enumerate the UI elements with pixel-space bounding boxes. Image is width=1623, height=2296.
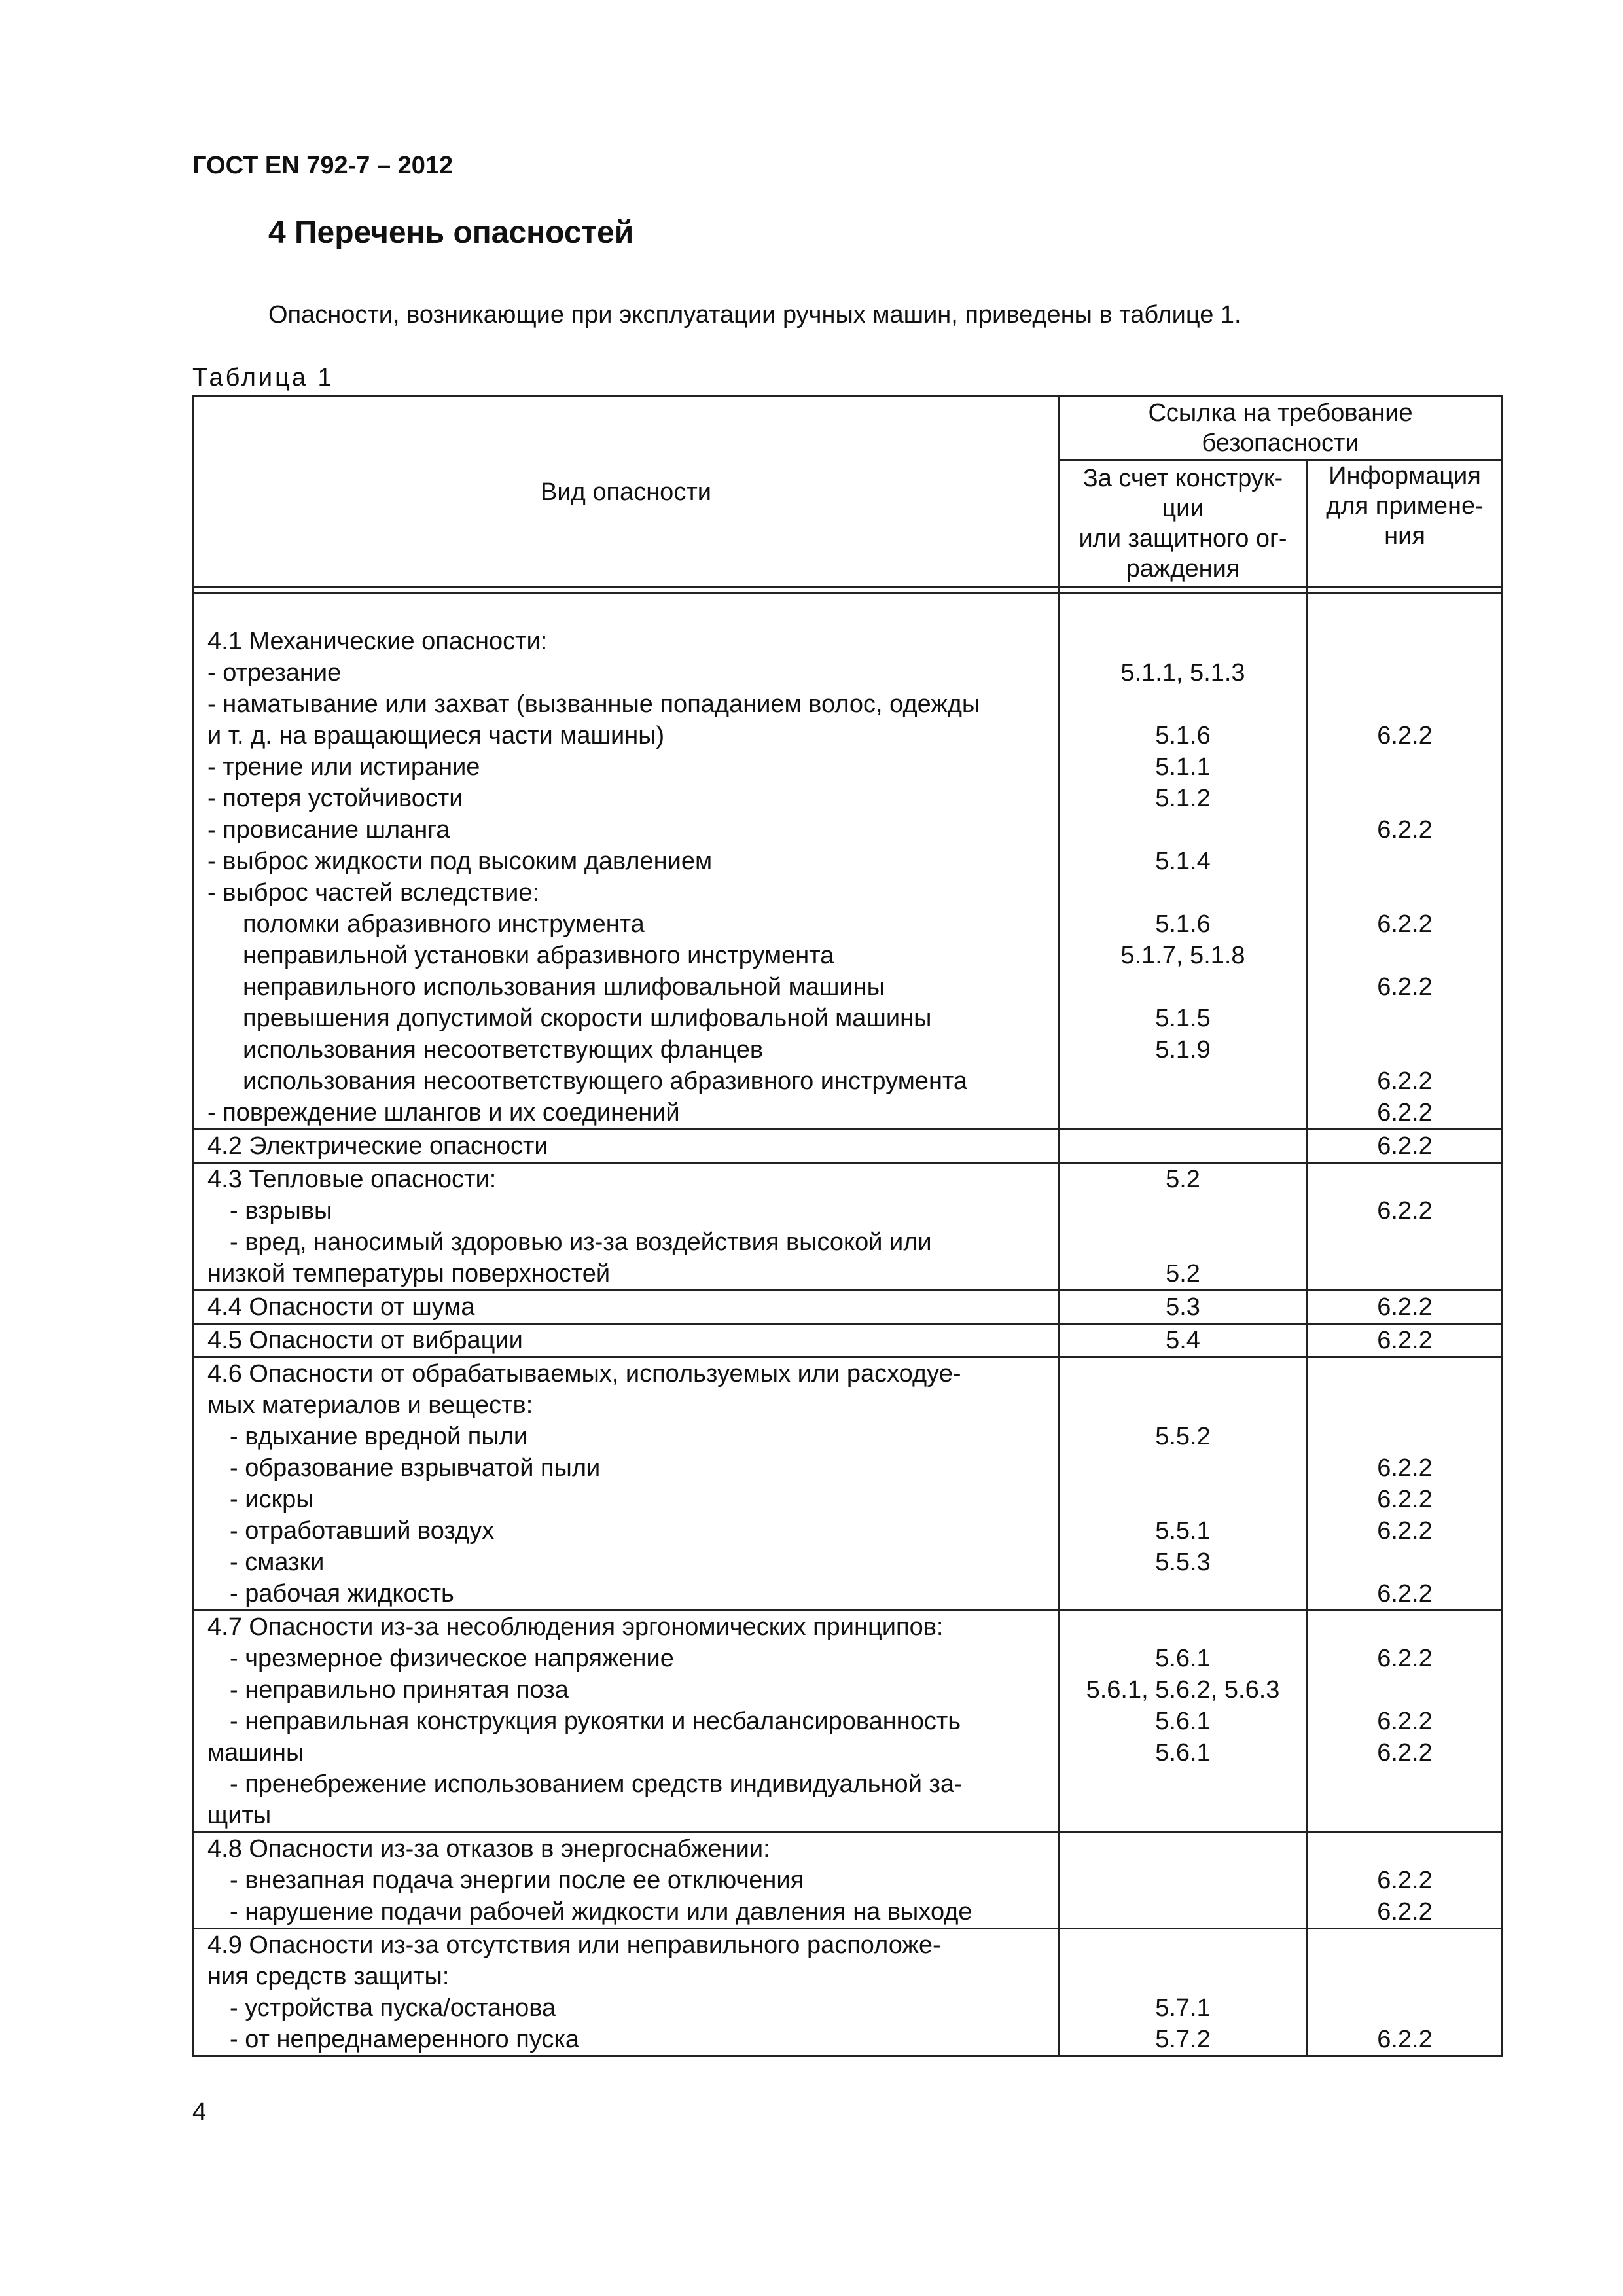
hazard-line: и т. д. на вращающиеся части машины) bbox=[207, 722, 665, 749]
design-ref bbox=[1060, 814, 1306, 846]
design-ref: 5.6.1 bbox=[1155, 1708, 1211, 1735]
design-ref: 5.1.2 bbox=[1155, 785, 1211, 812]
info-ref bbox=[1308, 1768, 1501, 1800]
design-ref: 5.1.1 bbox=[1155, 753, 1211, 781]
standard-code: ГОСТ EN 792-7 – 2012 bbox=[192, 152, 454, 179]
header-info-line: Информация bbox=[1329, 462, 1481, 490]
hazard-line: 4.2 Электрические опасности bbox=[207, 1132, 548, 1160]
header-reference-group bbox=[1059, 397, 1503, 460]
design-ref bbox=[1060, 1961, 1306, 1992]
header-design-measures bbox=[1059, 460, 1308, 588]
info-ref bbox=[1308, 1164, 1501, 1195]
section-title: 4 Перечень опасностей bbox=[268, 215, 634, 250]
hazard-line: - взрывы bbox=[230, 1197, 332, 1225]
design-ref: 5.3 bbox=[1166, 1293, 1200, 1321]
info-ref bbox=[1308, 1800, 1501, 1831]
hazard-group-row bbox=[194, 1130, 1503, 1163]
design-ref: 5.1.6 bbox=[1155, 910, 1211, 938]
design-ref: 5.1.9 bbox=[1155, 1036, 1211, 1064]
hazard-line: - вдыхание вредной пыли bbox=[230, 1423, 528, 1450]
info-ref: 6.2.2 bbox=[1377, 1898, 1433, 1926]
design-ref-cell bbox=[1059, 1929, 1308, 2056]
info-ref: 6.2.2 bbox=[1377, 910, 1433, 938]
info-ref bbox=[1308, 626, 1501, 657]
info-ref bbox=[1308, 1227, 1501, 1258]
table-body bbox=[194, 594, 1503, 2056]
info-ref-cell bbox=[1308, 1357, 1503, 1611]
info-ref bbox=[1308, 1003, 1501, 1034]
design-ref bbox=[1060, 689, 1306, 720]
hazard-line: 4.6 Опасности от обрабатываемых, используемых или расходуе- bbox=[207, 1360, 961, 1388]
intro-paragraph: Опасности, возникающие при эксплуатации ручных машин, приведены в таблице 1. bbox=[268, 301, 1241, 329]
design-ref: 5.6.1 bbox=[1155, 1645, 1211, 1672]
info-ref: 6.2.2 bbox=[1377, 1454, 1433, 1482]
header-usage-info bbox=[1308, 460, 1503, 588]
design-ref bbox=[1060, 1768, 1306, 1800]
design-ref: 5.5.3 bbox=[1155, 1549, 1211, 1576]
info-ref-cell bbox=[1308, 1929, 1503, 2056]
hazard-line: - потеря устойчивости bbox=[207, 785, 463, 812]
hazard-line: использования несоответствующих фланцев bbox=[243, 1036, 764, 1064]
info-ref-cell bbox=[1308, 1611, 1503, 1833]
header-hazard-type bbox=[194, 397, 1059, 588]
info-ref: 6.2.2 bbox=[1377, 1293, 1433, 1321]
header-design-line: ции bbox=[1162, 495, 1204, 522]
info-ref bbox=[1308, 657, 1501, 689]
hazard-text-cell bbox=[194, 1163, 1059, 1291]
hazard-line: 4.5 Опасности от вибрации bbox=[207, 1327, 523, 1354]
info-ref bbox=[1308, 783, 1501, 814]
hazard-line: - устройства пуска/останова bbox=[230, 1994, 556, 2022]
design-ref bbox=[1060, 877, 1306, 908]
info-ref: 6.2.2 bbox=[1377, 722, 1433, 749]
design-ref bbox=[1060, 1896, 1306, 1928]
hazard-line: - искры bbox=[230, 1486, 314, 1513]
info-ref bbox=[1308, 1390, 1501, 1421]
hazard-text-cell bbox=[194, 1833, 1059, 1929]
info-ref bbox=[1308, 689, 1501, 720]
design-ref: 5.6.1, 5.6.2, 5.6.3 bbox=[1086, 1676, 1280, 1704]
design-ref-cell bbox=[1059, 1291, 1308, 1324]
info-ref bbox=[1308, 1833, 1501, 1865]
design-ref: 5.6.1 bbox=[1155, 1739, 1211, 1767]
header-info-line: для примене- bbox=[1326, 492, 1484, 520]
header-reference-line: безопасности bbox=[1202, 429, 1359, 457]
page-number: 4 bbox=[192, 2098, 207, 2126]
design-ref bbox=[1060, 1195, 1306, 1227]
header-design-line: или защитного ог- bbox=[1079, 525, 1287, 552]
hazard-table bbox=[192, 395, 1503, 2057]
info-ref: 6.2.2 bbox=[1377, 1580, 1433, 1607]
hazard-line: - выброс жидкости под высоким давлением bbox=[207, 848, 713, 875]
hazard-line: - рабочая жидкость bbox=[230, 1580, 454, 1607]
info-ref bbox=[1308, 1547, 1501, 1578]
hazard-line: - от непреднамеренного пуска bbox=[230, 2026, 579, 2053]
info-ref: 6.2.2 bbox=[1377, 1708, 1433, 1735]
info-ref: 6.2.2 bbox=[1377, 1486, 1433, 1513]
info-ref: 6.2.2 bbox=[1377, 1197, 1433, 1225]
hazard-line: - повреждение шлангов и их соединений bbox=[207, 1099, 680, 1126]
info-ref bbox=[1308, 1358, 1501, 1390]
hazard-group-row bbox=[194, 1357, 1503, 1611]
hazard-line: - смазки bbox=[230, 1549, 325, 1576]
info-ref bbox=[1308, 940, 1501, 971]
hazard-line: щиты bbox=[207, 1802, 272, 1829]
table-header bbox=[194, 397, 1503, 594]
hazard-line: 4.7 Опасности из-за несоблюдения эргономических принципов: bbox=[207, 1613, 944, 1641]
hazard-text-cell bbox=[194, 1130, 1059, 1163]
hazard-line: мых материалов и веществ: bbox=[207, 1391, 533, 1419]
info-ref-cell bbox=[1308, 594, 1503, 1130]
hazard-line: - провисание шланга bbox=[207, 816, 450, 844]
hazard-line: - отработавший воздух bbox=[230, 1517, 495, 1545]
info-ref: 6.2.2 bbox=[1377, 2026, 1433, 2053]
design-ref: 5.2 bbox=[1166, 1166, 1200, 1193]
design-ref-cell bbox=[1059, 1324, 1308, 1357]
design-ref bbox=[1060, 1390, 1306, 1421]
hazard-group-row bbox=[194, 1324, 1503, 1357]
design-ref bbox=[1060, 1611, 1306, 1643]
design-ref bbox=[1060, 1227, 1306, 1258]
design-ref: 5.5.1 bbox=[1155, 1517, 1211, 1545]
design-ref bbox=[1060, 1833, 1306, 1865]
hazard-text-cell bbox=[194, 1929, 1059, 2056]
hazard-line: - чрезмерное физическое напряжение bbox=[230, 1645, 674, 1672]
hazard-line: 4.3 Тепловые опасности: bbox=[207, 1166, 497, 1193]
hazard-group-row bbox=[194, 1833, 1503, 1929]
hazard-group-row bbox=[194, 1291, 1503, 1324]
design-ref bbox=[1060, 1929, 1306, 1961]
info-ref: 6.2.2 bbox=[1377, 1327, 1433, 1354]
hazard-line: низкой температуры поверхностей bbox=[207, 1260, 611, 1287]
info-ref bbox=[1308, 1992, 1501, 2024]
design-ref bbox=[1060, 971, 1306, 1003]
info-ref: 6.2.2 bbox=[1377, 973, 1433, 1001]
info-ref bbox=[1308, 1961, 1501, 1992]
info-ref-cell bbox=[1308, 1833, 1503, 1929]
design-ref: 5.1.6 bbox=[1155, 722, 1211, 749]
hazard-line: - образование взрывчатой пыли bbox=[230, 1454, 601, 1482]
hazard-line: 4.4 Опасности от шума bbox=[207, 1293, 475, 1321]
table-caption: Таблица 1 bbox=[192, 364, 334, 391]
design-ref: 5.1.4 bbox=[1155, 848, 1211, 875]
design-ref bbox=[1060, 1865, 1306, 1896]
info-ref-cell bbox=[1308, 1291, 1503, 1324]
info-ref: 6.2.2 bbox=[1377, 816, 1433, 844]
design-ref: 5.1.5 bbox=[1155, 1005, 1211, 1032]
header-hazard-label: Вид опасности bbox=[541, 478, 711, 506]
hazard-line: 4.1 Механические опасности: bbox=[207, 628, 548, 655]
info-ref bbox=[1308, 877, 1501, 908]
info-ref bbox=[1308, 751, 1501, 783]
design-ref-cell bbox=[1059, 1163, 1308, 1291]
hazard-group-row bbox=[194, 1929, 1503, 2056]
info-ref: 6.2.2 bbox=[1377, 1867, 1433, 1894]
design-ref-cell bbox=[1059, 1611, 1308, 1833]
hazard-line: поломки абразивного инструмента bbox=[243, 910, 645, 938]
design-ref-cell bbox=[1059, 594, 1308, 1130]
hazard-line: - неправильно принятая поза bbox=[230, 1676, 569, 1704]
info-ref: 6.2.2 bbox=[1377, 1739, 1433, 1767]
design-ref: 5.4 bbox=[1166, 1327, 1200, 1354]
info-ref: 6.2.2 bbox=[1377, 1132, 1433, 1160]
design-ref: 5.2 bbox=[1166, 1260, 1200, 1287]
design-ref-cell bbox=[1059, 1130, 1308, 1163]
hazard-line: неправильного использования шлифовальной машины bbox=[243, 973, 885, 1001]
design-ref bbox=[1060, 1800, 1306, 1831]
design-ref: 5.1.7, 5.1.8 bbox=[1120, 942, 1245, 969]
hazard-text-cell bbox=[194, 594, 1059, 1130]
info-ref bbox=[1308, 1421, 1501, 1452]
info-ref-cell bbox=[1308, 1130, 1503, 1163]
info-ref-cell bbox=[1308, 1324, 1503, 1357]
hazard-line: использования несоответствующего абразивного инструмента bbox=[243, 1067, 968, 1095]
hazard-line: - внезапная подача энергии после ее отключения bbox=[230, 1867, 804, 1894]
info-ref bbox=[1308, 1611, 1501, 1643]
design-ref: 5.5.2 bbox=[1155, 1423, 1211, 1450]
info-ref: 6.2.2 bbox=[1377, 1099, 1433, 1126]
hazard-line: превышения допустимой скорости шлифовальной машины bbox=[243, 1005, 932, 1032]
hazard-line: - отрезание bbox=[207, 659, 342, 687]
hazard-line: - пренебрежение использованием средств индивидуальной за- bbox=[230, 1770, 963, 1798]
info-ref bbox=[1308, 1034, 1501, 1066]
design-ref bbox=[1060, 1130, 1306, 1162]
hazard-text-cell bbox=[194, 1357, 1059, 1611]
hazard-text-cell bbox=[194, 1291, 1059, 1324]
hazard-line: - неправильная конструкция рукоятки и несбалансированность bbox=[230, 1708, 961, 1735]
hazard-line: ния средств защиты: bbox=[207, 1963, 450, 1990]
design-ref bbox=[1060, 1097, 1306, 1128]
hazard-line: - нарушение подачи рабочей жидкости или давления на выходе bbox=[230, 1898, 972, 1926]
info-ref: 6.2.2 bbox=[1377, 1067, 1433, 1095]
design-ref-cell bbox=[1059, 1833, 1308, 1929]
hazard-line: - выброс частей вследствие: bbox=[207, 879, 540, 906]
header-design-line: За счет конструк- bbox=[1082, 465, 1283, 492]
header-info-line: ния bbox=[1384, 522, 1425, 550]
hazard-line: 4.8 Опасности из-за отказов в энергоснабжении: bbox=[207, 1835, 770, 1863]
info-ref: 6.2.2 bbox=[1377, 1517, 1433, 1545]
design-ref-cell bbox=[1059, 1357, 1308, 1611]
hazard-line: - вред, наносимый здоровью из-за воздействия высокой или bbox=[230, 1229, 932, 1256]
design-ref bbox=[1060, 1358, 1306, 1390]
design-ref bbox=[1060, 626, 1306, 657]
design-ref: 5.7.2 bbox=[1155, 2026, 1211, 2053]
hazard-group-row bbox=[194, 1611, 1503, 1833]
design-ref bbox=[1060, 1452, 1306, 1484]
design-ref: 5.1.1, 5.1.3 bbox=[1120, 659, 1245, 687]
info-ref-cell bbox=[1308, 1163, 1503, 1291]
hazard-line: неправильной установки абразивного инструмента bbox=[243, 942, 834, 969]
info-ref bbox=[1308, 1258, 1501, 1289]
header-design-line: раждения bbox=[1126, 555, 1240, 583]
info-ref bbox=[1308, 1929, 1501, 1961]
design-ref: 5.7.1 bbox=[1155, 1994, 1211, 2022]
hazard-text-cell bbox=[194, 1611, 1059, 1833]
info-ref: 6.2.2 bbox=[1377, 1645, 1433, 1672]
info-ref bbox=[1308, 846, 1501, 877]
info-ref bbox=[1308, 1674, 1501, 1706]
hazard-group-row bbox=[194, 1163, 1503, 1291]
hazard-line: машины bbox=[207, 1739, 304, 1767]
design-ref bbox=[1060, 1484, 1306, 1515]
design-ref bbox=[1060, 1578, 1306, 1609]
header-separator bbox=[194, 588, 1503, 594]
hazard-group-row bbox=[194, 594, 1503, 1130]
hazard-line: - наматывание или захват (вызванные попаданием волос, одежды bbox=[207, 691, 980, 718]
hazard-line: 4.9 Опасности из-за отсутствия или неправильного расположе- bbox=[207, 1931, 941, 1959]
hazard-text-cell bbox=[194, 1324, 1059, 1357]
design-ref bbox=[1060, 1066, 1306, 1097]
hazard-line: - трение или истирание bbox=[207, 753, 480, 781]
header-reference-line: Ссылка на требование bbox=[1148, 399, 1413, 427]
